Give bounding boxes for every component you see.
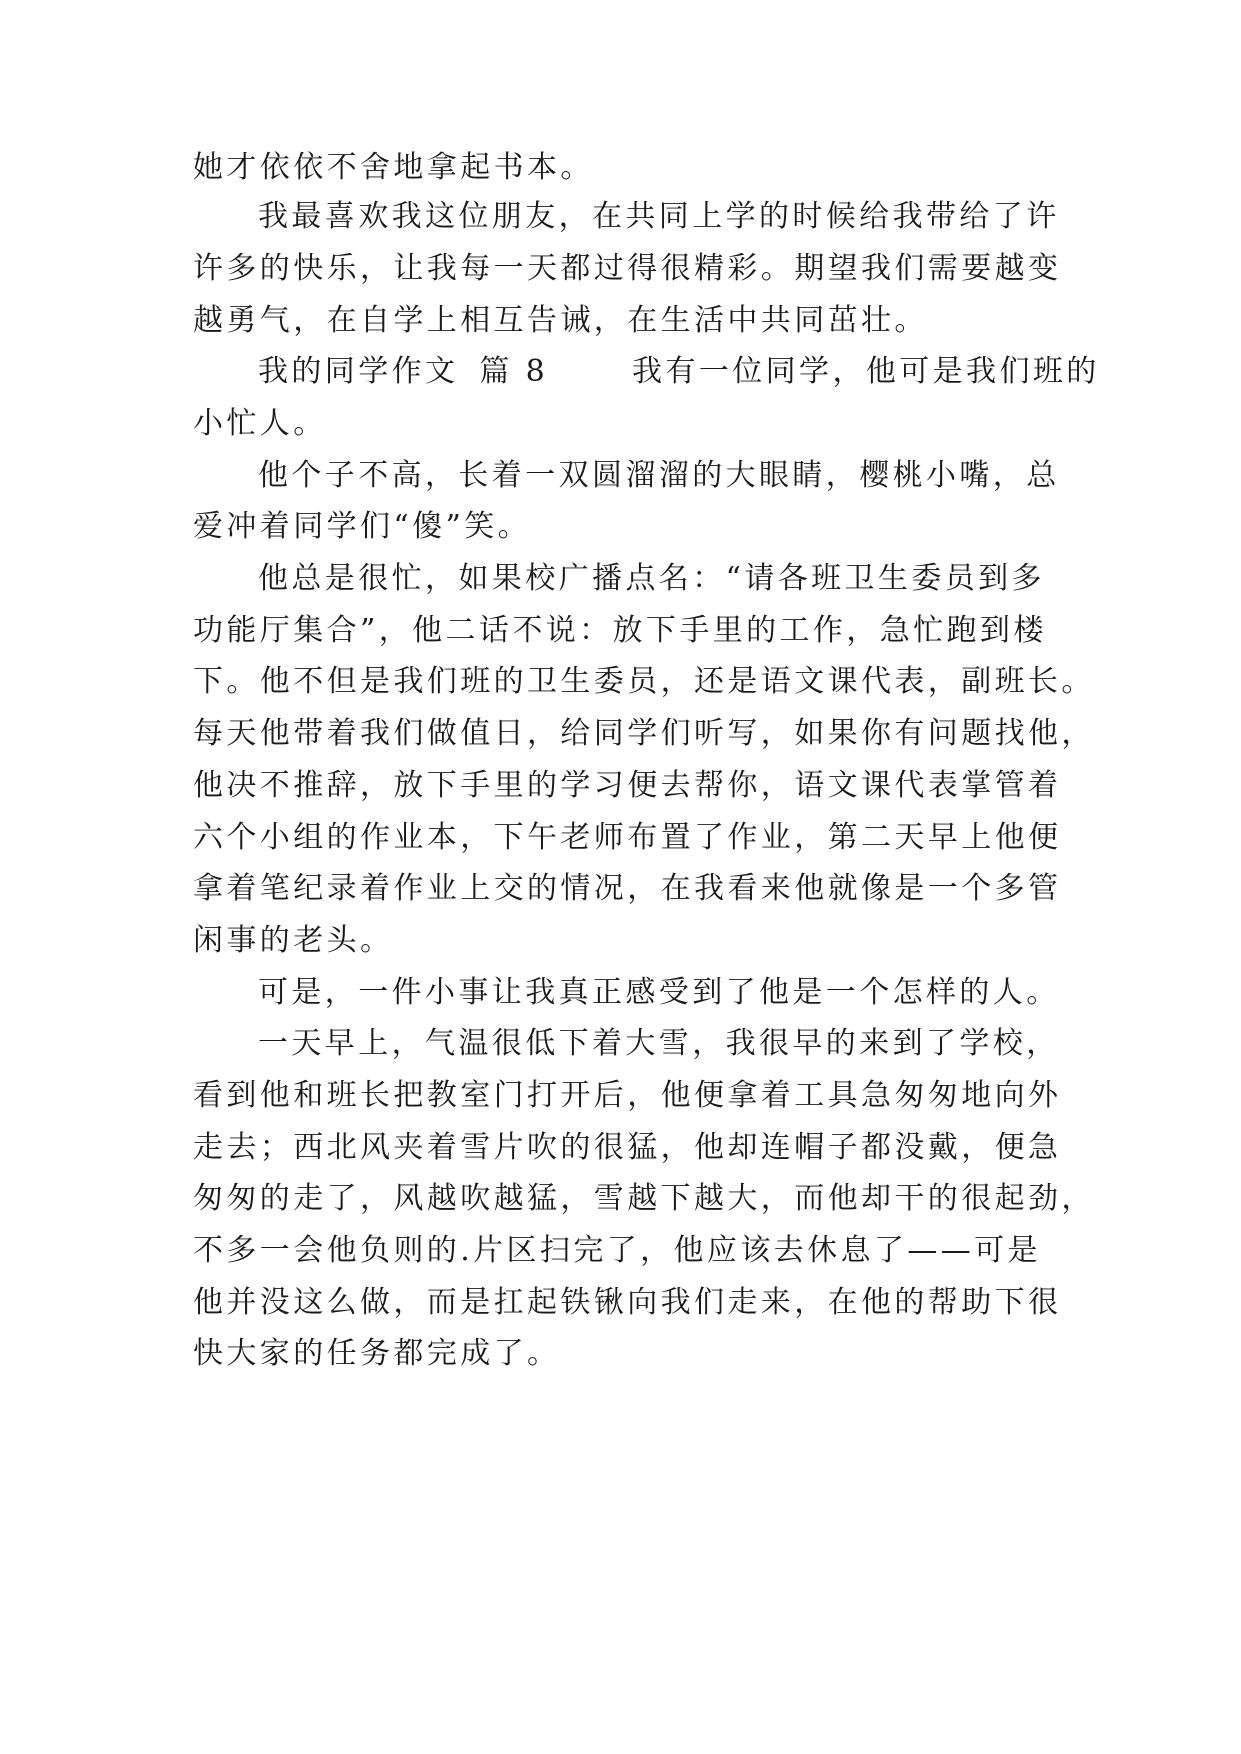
paragraph-line: 看到他和班长把教室门打开后，他便拿着工具急匆匆地向外 — [193, 1078, 1062, 1113]
paragraph-line: 他决不推辞，放下手里的学习便去帮你，语文课代表掌管着 — [193, 768, 1062, 803]
paragraph-line: 一天早上，气温很低下着大雪，我很早的来到了学校， — [258, 1026, 1060, 1061]
paragraph-line: 闲事的老头。 — [193, 923, 394, 958]
paragraph-line: 他并没这么做，而是扛起铁锹向我们走来，在他的帮助下很 — [193, 1285, 1062, 1320]
paragraph-line: 越勇气，在自学上相互告诫，在生活中共同茁壮。 — [193, 303, 928, 338]
paragraph-line: 匆匆的走了，风越吹越猛，雪越下越大，而他却干的很起劲， — [193, 1181, 1095, 1216]
paragraph-line: 我最喜欢我这位朋友，在共同上学的时候给我带给了许 — [258, 199, 1060, 234]
paragraph-line: 每天他带着我们做值日，给同学们听写，如果你有问题找他， — [193, 716, 1095, 751]
paragraph-line: 可是，一件小事让我真正感受到了他是一个怎样的人。 — [258, 975, 1060, 1010]
paragraph-line: 走去；西北风夹着雪片吹的很猛，他却连帽子都没戴，便急 — [193, 1130, 1062, 1165]
paragraph-line: 六个小组的作业本，下午老师布置了作业，第二天早上他便 — [193, 820, 1062, 855]
section-number: 篇 8 — [479, 354, 549, 389]
paragraph-line: 不多一会他负则的.片区扫完了，他应该去休息了——可是 — [193, 1233, 1041, 1268]
paragraph-line: 许多的快乐，让我每一天都过得很精彩。期望我们需要越变 — [193, 251, 1062, 286]
paragraph-line: 小忙人。 — [193, 406, 327, 441]
paragraph-line: 她才依依不舍地拿起书本。 — [193, 150, 594, 185]
section-title: 我的同学作文 — [258, 354, 459, 389]
section-first-line: 我有一位同学，他可是我们班的 — [632, 354, 1100, 389]
paragraph-line: 他个子不高，长着一双圆溜溜的大眼睛，樱桃小嘴，总 — [258, 458, 1060, 493]
section-heading-line — [258, 352, 1100, 392]
paragraph-line: 下。他不但是我们班的卫生委员，还是语文课代表，副班长。 — [193, 664, 1095, 699]
paragraph-line: 他总是很忙，如果校广播点名：“请各班卫生委员到多 — [258, 561, 1045, 596]
paragraph-line: 快大家的任务都完成了。 — [193, 1336, 561, 1371]
paragraph-line: 拿着笔纪录着作业上交的情况，在我看来他就像是一个多管 — [193, 871, 1062, 906]
paragraph-line: 爱冲着同学们“傻”笑。 — [193, 509, 532, 544]
paragraph-line: 功能厅集合”，他二话不说：放下手里的工作，急忙跑到楼 — [193, 613, 1047, 648]
